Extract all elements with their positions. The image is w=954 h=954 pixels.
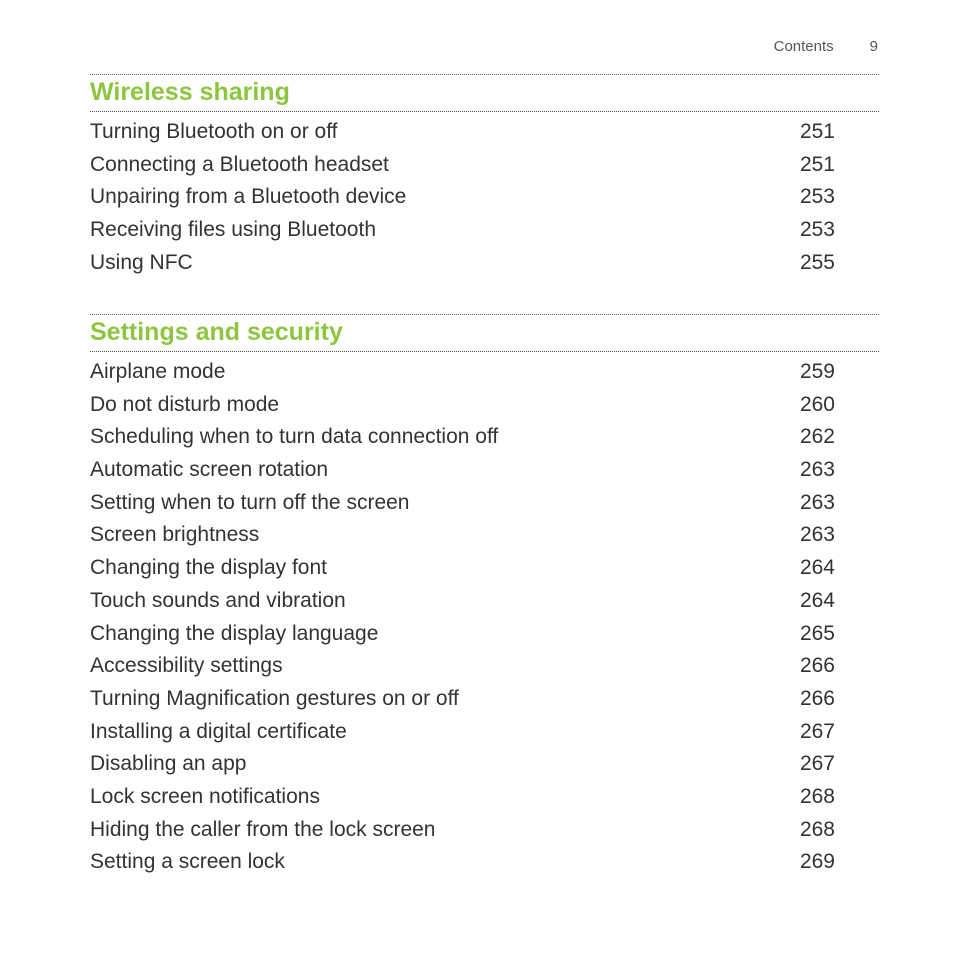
- toc-entry[interactable]: [90, 389, 879, 422]
- toc-entry[interactable]: [90, 650, 879, 683]
- toc-entry[interactable]: [90, 181, 879, 214]
- section-wireless-sharing: [90, 74, 879, 279]
- toc-entry-page: 259: [799, 360, 835, 383]
- section-title-rule: [90, 351, 879, 352]
- toc-entry[interactable]: [90, 487, 879, 520]
- toc-entry-page: 267: [799, 752, 835, 776]
- toc-entry-text: Setting when to turn off the screen: [90, 490, 410, 514]
- toc-entry[interactable]: [90, 683, 879, 716]
- toc-entry-text: Turning Magnification gestures on or off: [90, 686, 459, 710]
- toc-entry[interactable]: [90, 421, 879, 454]
- toc-entry-text: Accessibility settings: [90, 654, 283, 678]
- toc-entry-text: Turning Bluetooth on or off: [90, 120, 338, 143]
- toc-entry[interactable]: [90, 116, 879, 149]
- toc-entry-list: [90, 356, 879, 879]
- toc-entry-text: Unpairing from a Bluetooth device: [90, 185, 407, 209]
- toc-entry-text: Automatic screen rotation: [90, 458, 329, 482]
- toc-entry[interactable]: [90, 618, 879, 651]
- toc-entry-page: 269: [799, 850, 835, 874]
- toc-entry-text: Setting a screen lock: [90, 850, 285, 874]
- toc-entry-page: 251: [799, 120, 835, 143]
- toc-entry-text: Using NFC: [90, 250, 193, 274]
- toc-entry-text: Changing the display language: [90, 621, 379, 645]
- toc-entry-page: 267: [799, 719, 835, 743]
- toc-entry-text: Disabling an app: [90, 752, 247, 776]
- toc-entry-page: 268: [799, 784, 835, 808]
- toc-entry[interactable]: [90, 247, 879, 280]
- toc-entry[interactable]: [90, 552, 879, 585]
- toc-entry-page: 263: [799, 458, 835, 482]
- toc-entry-text: Touch sounds and vibration: [90, 588, 346, 612]
- toc-entry-page: 255: [799, 250, 835, 274]
- toc-entry[interactable]: [90, 214, 879, 247]
- section-title: Settings and security: [90, 318, 343, 346]
- toc-entry-page: 253: [799, 218, 835, 242]
- toc-entry[interactable]: [90, 781, 879, 814]
- toc-entry-page: 260: [799, 392, 835, 416]
- toc-entry-page: 266: [799, 686, 835, 710]
- toc-entry-page: 265: [799, 621, 835, 645]
- toc-entry[interactable]: [90, 846, 879, 879]
- toc-entry-page: 253: [799, 185, 835, 209]
- toc-entry-page: 268: [799, 817, 835, 841]
- toc-entry[interactable]: [90, 748, 879, 781]
- toc-entry-page: 251: [799, 152, 835, 176]
- toc-entry[interactable]: [90, 519, 879, 552]
- toc-entry-text: Receiving files using Bluetooth: [90, 218, 377, 242]
- toc-entry-text: Hiding the caller from the lock screen: [90, 817, 436, 841]
- toc-entry[interactable]: [90, 149, 879, 182]
- toc-entry[interactable]: [90, 356, 879, 389]
- toc-entry-text: Installing a digital certificate: [90, 719, 347, 743]
- toc-entry[interactable]: [90, 454, 879, 487]
- toc-entry-page: 264: [799, 588, 835, 612]
- toc-entry-text: Scheduling when to turn data connection off: [90, 425, 499, 449]
- toc-entry-page: 264: [799, 556, 835, 580]
- section-title: Wireless sharing: [90, 78, 290, 106]
- header-section-label: Contents: [773, 38, 834, 55]
- toc-entry-text: Connecting a Bluetooth headset: [90, 152, 389, 176]
- toc-entry-page: 266: [799, 654, 835, 678]
- toc-entry-text: Lock screen notifications: [90, 784, 320, 808]
- page-header: [774, 38, 878, 55]
- header-page-number: 9: [869, 38, 878, 55]
- toc-entry[interactable]: [90, 716, 879, 749]
- section-title-rule: [90, 111, 879, 112]
- toc-entry-text: Airplane mode: [90, 360, 226, 383]
- toc-entry[interactable]: [90, 585, 879, 618]
- toc-entry-page: 262: [799, 425, 835, 449]
- toc-entry-page: 263: [799, 490, 835, 514]
- toc-entry-text: Changing the display font: [90, 556, 327, 580]
- toc-entry-list: [90, 116, 879, 279]
- toc-entry-text: Screen brightness: [90, 523, 260, 547]
- toc-entry[interactable]: [90, 814, 879, 847]
- toc-entry-text: Do not disturb mode: [90, 392, 280, 416]
- section-settings-and-security: [90, 314, 879, 879]
- toc-entry-page: 263: [799, 523, 835, 547]
